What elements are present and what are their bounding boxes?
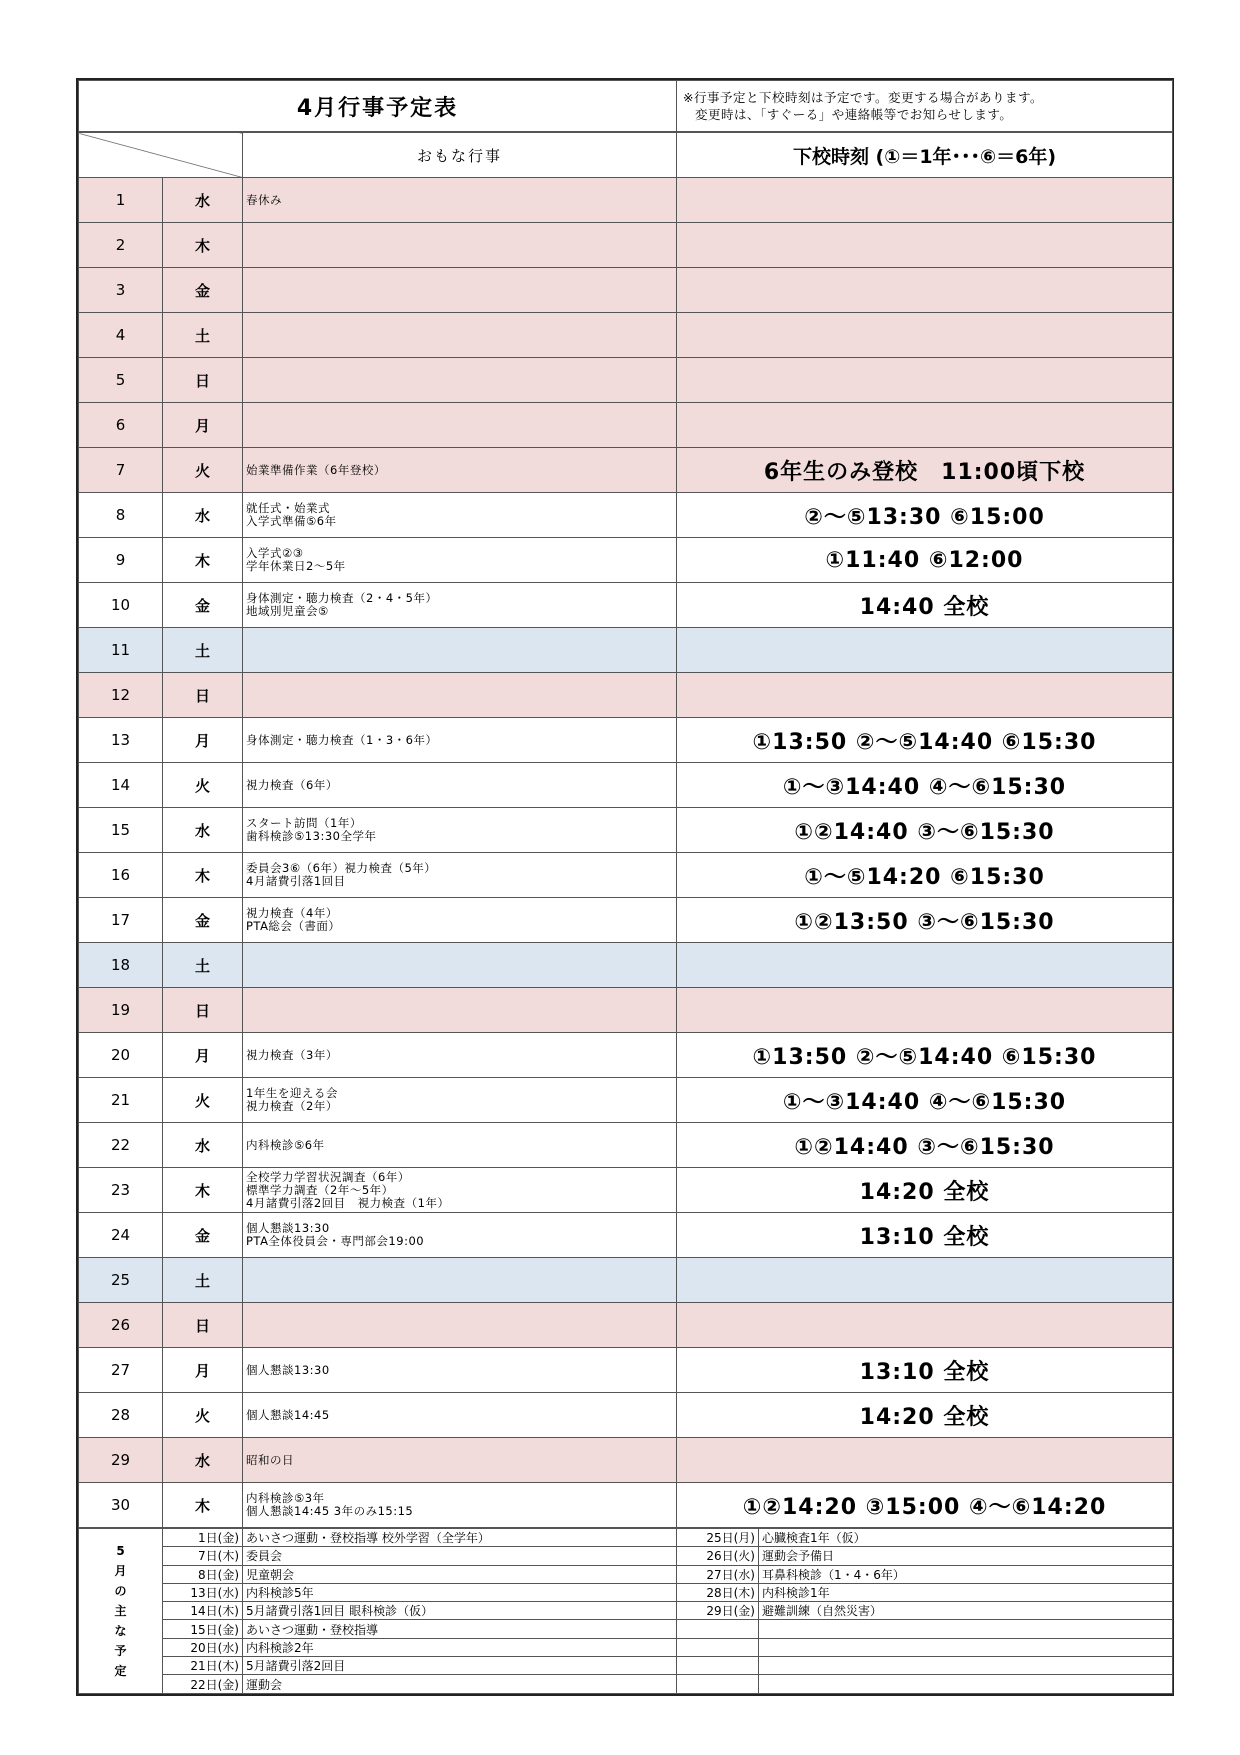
day-number: 2: [79, 223, 163, 268]
day-number: 19: [79, 988, 163, 1033]
day-of-week: 月: [163, 718, 243, 763]
may-left-event: 委員会: [243, 1547, 677, 1565]
day-of-week: 土: [163, 628, 243, 673]
day-events: [243, 313, 677, 358]
may-left-event: あいさつ運動・登校指導: [243, 1620, 677, 1638]
day-row: [79, 1393, 1173, 1438]
may-label-char: 主: [114, 1603, 127, 1618]
day-dismissal-time: 14:40 全校: [677, 583, 1173, 628]
day-row: [79, 583, 1173, 628]
day-number: 10: [79, 583, 163, 628]
may-label-char: 予: [114, 1643, 127, 1658]
day-row: [79, 808, 1173, 853]
day-row: [79, 673, 1173, 718]
may-left-event: 運動会: [243, 1675, 677, 1693]
may-right-date: 27日(水): [677, 1565, 759, 1583]
may-row: [79, 1675, 1173, 1693]
day-number: 16: [79, 853, 163, 898]
day-events: [243, 223, 677, 268]
day-row: [79, 1033, 1173, 1078]
day-dismissal-time: [677, 673, 1173, 718]
day-events: [243, 988, 677, 1033]
may-right-event: [759, 1657, 1173, 1675]
day-dismissal-time: [677, 943, 1173, 988]
day-of-week: 月: [163, 1348, 243, 1393]
day-number: 26: [79, 1303, 163, 1348]
day-events: [243, 403, 677, 448]
day-number: 5: [79, 358, 163, 403]
may-left-date: 7日(木): [163, 1547, 243, 1565]
day-dismissal-time: ①13:50 ②～⑤14:40 ⑥15:30: [677, 1033, 1173, 1078]
may-right-date: 29日(金): [677, 1602, 759, 1620]
may-left-date: 14日(木): [163, 1602, 243, 1620]
day-of-week: 水: [163, 808, 243, 853]
day-of-week: 土: [163, 313, 243, 358]
day-number: 28: [79, 1393, 163, 1438]
day-events: [243, 1258, 677, 1303]
may-left-date: 1日(金): [163, 1529, 243, 1547]
day-events: [243, 358, 677, 403]
may-row: [79, 1565, 1173, 1583]
may-left-date: 13日(水): [163, 1583, 243, 1601]
day-dismissal-time: [677, 1303, 1173, 1348]
day-events: 就任式・始業式 入学式準備⑤6年: [243, 493, 677, 538]
day-row: [79, 448, 1173, 493]
day-dismissal-time: ①11:40 ⑥12:00: [677, 538, 1173, 583]
day-of-week: 金: [163, 268, 243, 313]
day-dismissal-time: ①②14:40 ③～⑥15:30: [677, 808, 1173, 853]
may-right-event: [759, 1638, 1173, 1656]
day-dismissal-time: ①～③14:40 ④～⑥15:30: [677, 1078, 1173, 1123]
day-dismissal-time: [677, 403, 1173, 448]
day-dismissal-time: 6年生のみ登校 11:00頃下校: [677, 448, 1173, 493]
day-number: 20: [79, 1033, 163, 1078]
may-left-event: 5月諸費引落1回目 眼科検診（仮）: [243, 1602, 677, 1620]
day-number: 6: [79, 403, 163, 448]
day-dismissal-time: [677, 223, 1173, 268]
day-row: [79, 223, 1173, 268]
day-dismissal-time: 14:20 全校: [677, 1168, 1173, 1213]
may-row: [79, 1529, 1173, 1547]
day-dismissal-time: [677, 628, 1173, 673]
day-number: 12: [79, 673, 163, 718]
day-events: 個人懇談13:30 PTA全体役員会・専門部会19:00: [243, 1213, 677, 1258]
day-of-week: 水: [163, 178, 243, 223]
may-schedule-table: [78, 1528, 1173, 1694]
day-number: 9: [79, 538, 163, 583]
may-right-event: 心臓検査1年（仮）: [759, 1529, 1173, 1547]
may-right-date: [677, 1675, 759, 1693]
day-row: [79, 1078, 1173, 1123]
may-left-date: 15日(金): [163, 1620, 243, 1638]
may-left-event: 児童朝会: [243, 1565, 677, 1583]
day-row: [79, 943, 1173, 988]
day-dismissal-time: [677, 988, 1173, 1033]
day-number: 17: [79, 898, 163, 943]
day-of-week: 木: [163, 1168, 243, 1213]
day-number: 3: [79, 268, 163, 313]
day-row: [79, 178, 1173, 223]
may-label-char: の: [114, 1583, 127, 1598]
may-right-date: 28日(木): [677, 1583, 759, 1601]
day-of-week: 金: [163, 1213, 243, 1258]
day-number: 22: [79, 1123, 163, 1168]
day-row: [79, 1348, 1173, 1393]
day-number: 18: [79, 943, 163, 988]
may-right-date: [677, 1620, 759, 1638]
day-events: [243, 268, 677, 313]
day-of-week: 火: [163, 448, 243, 493]
may-row: [79, 1620, 1173, 1638]
day-dismissal-time: [677, 1258, 1173, 1303]
day-events: 視力検査（4年） PTA総会（書面）: [243, 898, 677, 943]
day-dismissal-time: ①～③14:40 ④～⑥15:30: [677, 763, 1173, 808]
day-row: [79, 988, 1173, 1033]
day-dismissal-time: ①②14:20 ③15:00 ④～⑥14:20: [677, 1483, 1173, 1528]
may-left-date: 21日(木): [163, 1657, 243, 1675]
day-row: [79, 1438, 1173, 1483]
day-row: [79, 1168, 1173, 1213]
day-dismissal-time: ①～⑤14:20 ⑥15:30: [677, 853, 1173, 898]
may-label-char: 5: [116, 1543, 125, 1558]
may-section-label: [79, 1529, 163, 1694]
day-of-week: 木: [163, 223, 243, 268]
may-row: [79, 1657, 1173, 1675]
day-number: 1: [79, 178, 163, 223]
day-events: [243, 943, 677, 988]
may-left-date: 22日(金): [163, 1675, 243, 1693]
schedule-table: [78, 132, 1173, 1528]
day-number: 8: [79, 493, 163, 538]
day-of-week: 日: [163, 358, 243, 403]
notice-line-2: 変更時は、「すぐーる」や連絡帳等でお知らせします。: [695, 107, 1013, 122]
day-row: [79, 1303, 1173, 1348]
day-of-week: 火: [163, 1393, 243, 1438]
day-number: 25: [79, 1258, 163, 1303]
day-row: [79, 1123, 1173, 1168]
may-left-event: あいさつ運動・登校指導 校外学習（全学年）: [243, 1529, 677, 1547]
day-dismissal-time: [677, 358, 1173, 403]
may-left-date: 20日(水): [163, 1638, 243, 1656]
day-of-week: 水: [163, 493, 243, 538]
day-of-week: 火: [163, 1078, 243, 1123]
day-number: 13: [79, 718, 163, 763]
day-events: 始業準備作業（6年登校）: [243, 448, 677, 493]
day-of-week: 木: [163, 853, 243, 898]
day-number: 30: [79, 1483, 163, 1528]
notice-text: [677, 81, 1173, 132]
day-row: [79, 538, 1173, 583]
events-column-header: おもな行事: [243, 133, 677, 178]
dismissal-column-header: 下校時刻 (①＝1年･･･⑥＝6年): [677, 133, 1173, 178]
day-of-week: 土: [163, 1258, 243, 1303]
may-row: [79, 1602, 1173, 1620]
day-events: スタート訪問（1年） 歯科検診⑤13:30全学年: [243, 808, 677, 853]
may-right-date: [677, 1657, 759, 1675]
may-right-event: 運動会予備日: [759, 1547, 1173, 1565]
day-dismissal-time: [677, 313, 1173, 358]
day-events: 入学式②③ 学年休業日2～5年: [243, 538, 677, 583]
day-dismissal-time: [677, 178, 1173, 223]
day-dismissal-time: [677, 1438, 1173, 1483]
day-of-week: 日: [163, 1303, 243, 1348]
may-rows: [79, 1529, 1173, 1694]
day-of-week: 金: [163, 898, 243, 943]
day-events: 内科検診⑤3年 個人懇談14:45 3年のみ15:15: [243, 1483, 677, 1528]
may-label-char: 定: [114, 1663, 127, 1678]
day-row: [79, 403, 1173, 448]
may-right-event: 避難訓練（自然災害）: [759, 1602, 1173, 1620]
day-of-week: 土: [163, 943, 243, 988]
day-events: 春休み: [243, 178, 677, 223]
day-number: 21: [79, 1078, 163, 1123]
may-left-date: 8日(金): [163, 1565, 243, 1583]
day-row: [79, 493, 1173, 538]
day-row: [79, 1258, 1173, 1303]
day-row: [79, 718, 1173, 763]
day-of-week: 水: [163, 1438, 243, 1483]
header-table: [78, 80, 1173, 132]
day-events: 個人懇談13:30: [243, 1348, 677, 1393]
day-events: 委員会3⑥（6年）視力検査（5年） 4月諸費引落1回目: [243, 853, 677, 898]
day-events: 視力検査（3年）: [243, 1033, 677, 1078]
day-number: 4: [79, 313, 163, 358]
day-row: [79, 898, 1173, 943]
day-row: [79, 1483, 1173, 1528]
day-dismissal-time: ②～⑤13:30 ⑥15:00: [677, 493, 1173, 538]
schedule-sheet: [76, 78, 1174, 1696]
day-events: 視力検査（6年）: [243, 763, 677, 808]
day-row: [79, 358, 1173, 403]
may-right-event: 内科検診1年: [759, 1583, 1173, 1601]
page-title: 4月行事予定表: [79, 81, 677, 132]
day-of-week: 金: [163, 583, 243, 628]
may-row: [79, 1638, 1173, 1656]
day-events: 個人懇談14:45: [243, 1393, 677, 1438]
day-number: 29: [79, 1438, 163, 1483]
day-number: 27: [79, 1348, 163, 1393]
day-number: 7: [79, 448, 163, 493]
day-dismissal-time: [677, 268, 1173, 313]
may-left-event: 内科検診5年: [243, 1583, 677, 1601]
day-of-week: 木: [163, 538, 243, 583]
may-right-date: 25日(月): [677, 1529, 759, 1547]
day-row: [79, 1213, 1173, 1258]
may-right-event: [759, 1620, 1173, 1638]
day-of-week: 火: [163, 763, 243, 808]
day-events: [243, 1303, 677, 1348]
day-number: 14: [79, 763, 163, 808]
day-row: [79, 268, 1173, 313]
day-of-week: 日: [163, 673, 243, 718]
may-right-event: [759, 1675, 1173, 1693]
may-left-event: 5月諸費引落2回目: [243, 1657, 677, 1675]
day-number: 23: [79, 1168, 163, 1213]
day-events: 1年生を迎える会 視力検査（2年）: [243, 1078, 677, 1123]
day-events: 内科検診⑤6年: [243, 1123, 677, 1168]
day-dismissal-time: ①13:50 ②～⑤14:40 ⑥15:30: [677, 718, 1173, 763]
day-dismissal-time: ①②13:50 ③～⑥15:30: [677, 898, 1173, 943]
day-events: 全校学力学習状況調査（6年） 標準学力調査（2年～5年） 4月諸費引落2回目 視力検査（1年）: [243, 1168, 677, 1213]
day-row: [79, 853, 1173, 898]
day-row: [79, 763, 1173, 808]
day-of-week: 水: [163, 1123, 243, 1168]
day-dismissal-time: ①②14:40 ③～⑥15:30: [677, 1123, 1173, 1168]
day-events: [243, 673, 677, 718]
notice-line-1: ※行事予定と下校時刻は予定です。変更する場合があります。: [683, 90, 1043, 105]
may-right-date: 26日(火): [677, 1547, 759, 1565]
day-dismissal-time: 14:20 全校: [677, 1393, 1173, 1438]
day-events: 身体測定・聴力検査（1・3・6年）: [243, 718, 677, 763]
day-events: [243, 628, 677, 673]
day-dismissal-time: 13:10 全校: [677, 1348, 1173, 1393]
may-row: [79, 1547, 1173, 1565]
day-number: 15: [79, 808, 163, 853]
may-right-event: 耳鼻科検診（1・4・6年）: [759, 1565, 1173, 1583]
day-events: 昭和の日: [243, 1438, 677, 1483]
day-rows: [79, 178, 1173, 1528]
may-label-char: 月: [114, 1563, 127, 1578]
day-of-week: 月: [163, 1033, 243, 1078]
day-dismissal-time: 13:10 全校: [677, 1213, 1173, 1258]
may-row: [79, 1583, 1173, 1601]
day-events: 身体測定・聴力検査（2・4・5年） 地域別児童会⑤: [243, 583, 677, 628]
day-number: 11: [79, 628, 163, 673]
may-left-event: 内科検診2年: [243, 1638, 677, 1656]
day-row: [79, 313, 1173, 358]
day-row: [79, 628, 1173, 673]
day-number: 24: [79, 1213, 163, 1258]
may-right-date: [677, 1638, 759, 1656]
day-of-week: 月: [163, 403, 243, 448]
may-label-char: な: [114, 1623, 127, 1638]
day-of-week: 日: [163, 988, 243, 1033]
day-of-week: 木: [163, 1483, 243, 1528]
diagonal-header-cell: [79, 133, 243, 178]
